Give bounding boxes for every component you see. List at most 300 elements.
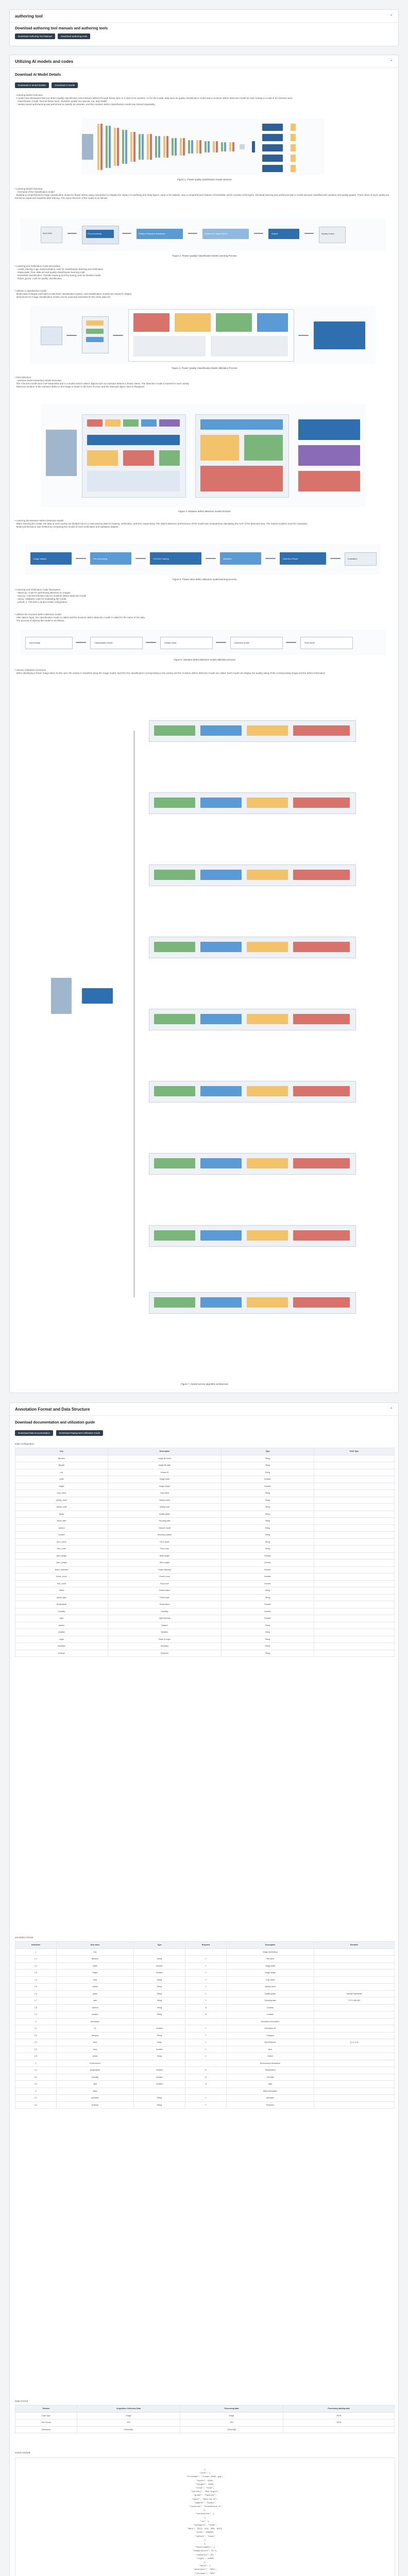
config-row	[15, 1629, 395, 1636]
download-manual-button[interactable]: Download Authoring Tool Manual	[15, 33, 55, 39]
table-cell: 2-3	[15, 2039, 57, 2046]
table-cell: Resolution	[15, 2426, 77, 2433]
actual-example-label: actual example	[15, 2451, 31, 2454]
table-cell: Number	[222, 1615, 314, 1622]
table-cell: Farm name	[108, 1538, 222, 1546]
format-row	[15, 2074, 395, 2081]
format-row	[15, 2039, 395, 2046]
table-cell: season	[15, 1622, 108, 1629]
table-cell: grade	[57, 1990, 134, 1997]
table-cell: defect	[57, 2053, 134, 2060]
table-cell: Quality grade	[227, 1990, 314, 1997]
config-row	[15, 1532, 395, 1539]
table-cell	[314, 1490, 395, 1497]
table-cell: Environment	[57, 2060, 134, 2067]
table-cell: grade	[15, 1511, 108, 1518]
figure-5-diagram	[25, 544, 381, 575]
table-cell: String	[222, 1455, 314, 1462]
table-cell: Image	[77, 2412, 180, 2419]
table-cell: 4	[15, 2088, 57, 2095]
data-format-label: Data Format	[15, 2400, 28, 2402]
table-cell: String	[222, 1594, 314, 1601]
table-cell: Number	[222, 1552, 314, 1560]
table-cell: String	[222, 1538, 314, 1546]
table-cell: N	[185, 2004, 227, 2011]
table-cell: String	[222, 1469, 314, 1476]
table-cell: shoot_date	[15, 1518, 108, 1525]
table-cell: Farm code	[108, 1546, 222, 1553]
chevron-up-icon[interactable]: ⌃	[389, 1406, 393, 1412]
table-cell	[314, 1608, 395, 1615]
table-cell	[314, 2053, 395, 2060]
figure-7-diagram	[30, 689, 376, 1380]
table-cell: Humidity	[227, 2074, 314, 2081]
table-cell: 2-4	[15, 2046, 57, 2053]
config-row	[15, 1622, 395, 1629]
table-header-cell: Type	[222, 1448, 314, 1455]
ai-models-subtitle: Download AI Model Details	[15, 73, 61, 77]
table-cell: Y	[185, 2102, 227, 2109]
diagram-detection-model-label: Detection model	[234, 641, 249, 644]
table-cell: width	[15, 1476, 108, 1483]
config-row	[15, 1546, 395, 1553]
table-cell: Number	[222, 1483, 314, 1490]
config-row	[15, 1511, 395, 1518]
table-cell: Y	[185, 1962, 227, 1970]
diagram-final-result-label: Final result	[304, 641, 315, 644]
table-cell	[314, 1594, 395, 1601]
learning-overview-text: • Learning Model Overview - Overview of the classification model Building a comprehensive image classification model for flower stems using convolution to mitigate the impact of overfitting and deep layers. Input in the dataset, was a comprehensive feature of ResNet50, which consists of 50 layers. Residual learning was performed with a model and was classified with varieties and quality grades. Three times of each variety are trained as equal and classified after training. The exact structure of the model is as follows.	[15, 188, 389, 199]
table-cell: 2-5	[15, 2053, 57, 2060]
format-row	[15, 2060, 395, 2067]
table-cell: Y	[185, 2025, 227, 2032]
table-cell	[314, 1476, 395, 1483]
download-guide-button[interactable]: Download Deployment Utilization Guide	[56, 1430, 103, 1436]
table-cell: Image	[180, 2412, 283, 2419]
format-row	[15, 2053, 395, 2060]
table-cell	[314, 1552, 395, 1560]
config-row	[15, 1601, 395, 1608]
format-row	[15, 1956, 395, 1963]
annotation-header[interactable]	[10, 1403, 398, 1416]
section-title: Utilizing AI models and codes	[15, 59, 74, 64]
table-cell: String	[134, 2032, 185, 2039]
data-format-table	[15, 2405, 395, 2433]
table-cell: Y	[185, 2032, 227, 2039]
table-cell: variety_code	[15, 1504, 108, 1511]
download-documentation-button[interactable]: Download Data Documentation	[15, 1430, 53, 1436]
table-cell: Flower diameter	[108, 1566, 222, 1573]
table-cell	[314, 1546, 395, 1553]
data-format-row	[15, 2419, 395, 2427]
ai-models-header[interactable]	[10, 55, 398, 68]
table-cell: String	[222, 1504, 314, 1511]
table-cell: Number	[134, 1962, 185, 1970]
table-cell: String	[222, 1524, 314, 1532]
config-row	[15, 1587, 395, 1595]
table-cell: Number	[134, 2025, 185, 2032]
table-cell: Unique ID	[108, 1469, 222, 1476]
table-cell: 1-8	[15, 2004, 57, 2011]
table-cell	[314, 1538, 395, 1546]
config-row	[15, 1573, 395, 1581]
table-cell	[314, 2081, 395, 2088]
figure-3-diagram	[30, 306, 376, 364]
table-cell: light	[15, 1615, 108, 1622]
format-row	[15, 2004, 395, 2011]
table-cell: humidity	[15, 1608, 108, 1615]
table-cell: Y	[185, 1970, 227, 1977]
table-cell: origin	[15, 1636, 108, 1643]
table-cell	[134, 2060, 185, 2067]
table-cell: Number	[222, 1573, 314, 1581]
table-cell	[314, 2011, 395, 2019]
table-cell: Variety name	[108, 1497, 222, 1504]
table-cell: 4-1	[15, 2095, 57, 2102]
table-cell: Annotation information	[227, 2018, 314, 2025]
table-cell: Y	[185, 2095, 227, 2102]
table-header-cell: Required	[185, 1942, 227, 1949]
config-row	[15, 1504, 395, 1511]
table-cell: String	[222, 1650, 314, 1657]
table-cell: 1-4	[15, 1976, 57, 1984]
table-cell: Category	[227, 2032, 314, 2039]
table-cell: String	[134, 1997, 185, 2005]
table-cell: Crop name	[227, 1976, 314, 1984]
table-cell	[314, 1518, 395, 1525]
table-cell: reviewer	[57, 2102, 134, 2109]
data-configuration-table	[15, 1448, 395, 1657]
config-row	[15, 1560, 395, 1567]
table-cell: date	[57, 1997, 134, 2005]
table-cell: Number	[134, 2074, 185, 2081]
table-cell: 1-9	[15, 2011, 57, 2019]
table-cell: JPG	[77, 2419, 180, 2427]
config-row	[15, 1580, 395, 1587]
format-row	[15, 2032, 395, 2039]
table-cell: Light	[227, 2081, 314, 2088]
diagram-output-label: Output	[271, 232, 278, 235]
table-cell: String	[222, 1490, 314, 1497]
table-cell: String	[222, 1587, 314, 1595]
service-scenario-text: • Service Utilization Scenarios When identifying a flower image taken by the user, the variety is classified using the image model, and then the classification corresponding to the variety and the moisture defect detection model are called. Each model can display the quality rating of the corresponding image and the defect information.	[15, 669, 326, 674]
format-row	[15, 2067, 395, 2074]
table-cell	[314, 1511, 395, 1518]
table-cell: JPG	[180, 2419, 283, 2427]
table-cell: Shooting date	[108, 1518, 222, 1525]
table-cell: Image file path	[108, 1462, 222, 1469]
format-row	[15, 2088, 395, 2095]
table-header-cell: Indication	[15, 1942, 57, 1949]
chevron-up-icon[interactable]: ⌃	[389, 59, 393, 64]
table-cell: File Format	[15, 2419, 77, 2427]
table-cell: JSON	[283, 2412, 395, 2419]
diagram-image-dataset-label: Image dataset	[33, 557, 47, 560]
config-row	[15, 1643, 395, 1650]
table-cell: Y	[185, 2039, 227, 2046]
table-cell: Y	[185, 2046, 227, 2053]
format-row	[15, 2025, 395, 2032]
table-cell: location	[57, 2011, 134, 2019]
table-cell	[314, 1587, 395, 1595]
table-cell: Image height	[108, 1483, 222, 1490]
table-cell: String	[134, 1976, 185, 1984]
table-header-cell: Remarks	[314, 1942, 395, 1949]
table-header-cell: Field Type	[314, 1448, 395, 1455]
data-format-row	[15, 2412, 395, 2419]
table-cell	[314, 1948, 395, 1956]
table-cell: Annotator	[227, 2095, 314, 2102]
format-row	[15, 2102, 395, 2109]
figure-2-caption: Figure 2. Flower Quality Classification Model Learning Process	[172, 255, 237, 257]
table-cell: flower_count	[15, 1573, 108, 1581]
table-cell: stem_weight	[15, 1560, 108, 1567]
table-cell: String	[222, 1497, 314, 1504]
table-cell: 1920x1080	[77, 2426, 180, 2433]
format-row	[15, 1990, 395, 1997]
annotation-subtitle: Download documentation and utilization guide	[15, 1421, 95, 1425]
table-cell: Weather	[108, 1629, 222, 1636]
table-cell: Meta information	[227, 2088, 314, 2095]
table-cell: Image width	[108, 1476, 222, 1483]
table-cell: crop_name	[15, 1490, 108, 1497]
table-cell: Y	[185, 1990, 227, 1997]
figure-7-caption: Figure 7. Hybrid service algorithm architecture	[180, 1383, 229, 1385]
table-cell: String	[134, 1990, 185, 1997]
annotation-format-table	[15, 1941, 395, 2109]
json-example-code: { "info": { "filename": "flower_0001.jpg", "width": 1920, "height": 1080, "crop": "rose", "variety": "Red Eagle", "grade": "Special", "date": "2021-09-15", "camera": "Canon", "location": "Greenhouse A" }, "annotation": [ { "id": 1, "category": "stem", "bbox": [512, 104, 380, 910], "area": 345800, "defect": "none" } ], "environment": { "temperature": 22.5, "humidity": 65, "light": 12000 }, "meta": { "annotator": "A01", "reviewer": "R01"	[186, 2469, 224, 2575]
table-cell: Number	[222, 1476, 314, 1483]
table-header-cell: Type	[134, 1942, 185, 1949]
config-row	[15, 1615, 395, 1622]
table-cell: height	[15, 1483, 108, 1490]
figure-6-diagram	[20, 630, 386, 655]
table-cell: temperature	[15, 1601, 108, 1608]
config-row	[15, 1594, 395, 1601]
diagram-detection-result-label: Detection Result	[283, 557, 298, 560]
config-row	[15, 1476, 395, 1483]
table-cell: height	[57, 1970, 134, 1977]
diagram-yolo-training-label: YOLOv5 Training	[153, 557, 169, 560]
table-cell: Y	[185, 1984, 227, 1991]
table-cell	[314, 1566, 395, 1573]
table-cell	[314, 1524, 395, 1532]
table-cell	[134, 2018, 185, 2025]
table-cell	[185, 1948, 227, 1956]
table-cell: Location	[227, 2011, 314, 2019]
table-cell: Shooting date	[227, 1997, 314, 2005]
table-cell	[314, 1573, 395, 1581]
table-cell: -	[283, 2426, 395, 2433]
table-cell: Camera	[227, 2004, 314, 2011]
table-cell: Number	[222, 1580, 314, 1587]
table-cell: String	[222, 1546, 314, 1553]
download-model-button[interactable]: Download AI Model	[52, 82, 78, 88]
table-cell: Annotation ID	[227, 2025, 314, 2032]
chevron-up-icon[interactable]: ⌃	[389, 13, 393, 19]
table-cell	[314, 1483, 395, 1490]
diagram-preprocess-label: Pre-processing	[88, 232, 101, 235]
figure-1-diagram	[82, 118, 324, 175]
table-cell	[314, 1455, 395, 1462]
table-cell: variety	[57, 1984, 134, 1991]
table-cell: String	[222, 1636, 314, 1643]
table-cell: Quality grade	[108, 1511, 222, 1518]
table-cell: width	[57, 1962, 134, 1970]
download-model-details-button[interactable]: Download AI Model Details	[15, 82, 49, 88]
table-cell: Number	[134, 2081, 185, 2088]
table-cell: Humidity	[108, 1608, 222, 1615]
table-cell: flower_diameter	[15, 1566, 108, 1573]
table-cell: N	[185, 2011, 227, 2019]
table-header-cell: Acquisition Collection Data	[77, 2405, 180, 2413]
diagram-classification-model-label: Classification model	[94, 641, 113, 644]
table-cell	[314, 1643, 395, 1650]
table-cell: filename	[15, 1455, 108, 1462]
diagram-preprocessing-label: Pre-processing	[93, 557, 107, 560]
download-tools-button[interactable]: Download authoring tools	[58, 33, 90, 39]
table-cell: uid	[15, 1469, 108, 1476]
diagram-grade-label: Quality Grade	[321, 232, 334, 235]
table-cell	[314, 2095, 395, 2102]
table-cell: Image file name	[108, 1455, 222, 1462]
table-cell	[185, 2088, 227, 2095]
config-row	[15, 1566, 395, 1573]
table-cell: Bud count	[108, 1580, 222, 1587]
table-cell	[314, 2067, 395, 2074]
table-cell	[314, 1560, 395, 1567]
diagram-resnet-label: ResNet-50 Variant Model	[205, 232, 228, 235]
format-row	[15, 1976, 395, 1984]
config-row	[15, 1469, 395, 1476]
table-cell	[185, 2060, 227, 2067]
table-cell: String	[222, 1622, 314, 1629]
table-cell: Number	[222, 1560, 314, 1567]
table-cell	[314, 1462, 395, 1469]
config-row	[15, 1518, 395, 1525]
table-cell: 2	[15, 2018, 57, 2025]
table-cell: Info	[57, 1948, 134, 1956]
table-cell: Data Type	[15, 2412, 77, 2419]
table-cell: Stem weight	[108, 1560, 222, 1567]
table-cell: defect	[15, 1587, 108, 1595]
table-cell: String	[134, 1984, 185, 1991]
figure-5-caption: Figure 5. Flower stem defect detection model learning process	[172, 578, 237, 581]
diagram-input-image-label: Input image	[29, 641, 40, 644]
table-cell	[314, 1650, 395, 1657]
table-cell: weather	[15, 1629, 108, 1636]
table-header-cell: Processing data	[180, 2405, 283, 2413]
table-cell: 1	[15, 1948, 57, 1956]
format-row	[15, 2095, 395, 2102]
table-cell: humidity	[57, 2074, 134, 2081]
detection-code-text: • Learning and Verification Code Description - detect.py: Code for performing detection on images - train.py: YOLOv5 training code for moisture defect detection model - val.py: Validation code for evaluating the model - yolov5_x: YOLOv5 x variant model configuration	[15, 588, 87, 603]
table-cell: String	[134, 2011, 185, 2019]
table-cell	[314, 1469, 395, 1476]
config-row	[15, 1455, 395, 1462]
table-cell: 3-1	[15, 2067, 57, 2074]
table-cell: String	[222, 1462, 314, 1469]
table-cell: camera	[15, 1524, 108, 1532]
table-cell: annotator	[15, 1643, 108, 1650]
table-cell: bud_count	[15, 1580, 108, 1587]
format-row	[15, 2081, 395, 2088]
classification-usage-text: • Utilizes a classification model Model data is largely used with a multi-level classification system, and classification models are trained in stages. Instructions for image classification results can be used and extracted for the entire data set.	[15, 290, 132, 298]
table-cell: String	[134, 2053, 185, 2060]
table-cell	[314, 2046, 395, 2053]
diagram-input-label: Input data	[43, 232, 52, 234]
table-cell	[314, 1636, 395, 1643]
figure-3-caption: Figure 3. Flower Quality Classification Model Utilization Process	[172, 367, 237, 369]
table-cell: Temperature	[108, 1601, 222, 1608]
table-cell: Variety code	[108, 1504, 222, 1511]
config-row	[15, 1538, 395, 1546]
table-cell: Image height	[227, 1970, 314, 1977]
table-cell: Flower count	[108, 1573, 222, 1581]
table-cell	[314, 1622, 395, 1629]
authoring-tool-header[interactable]	[10, 10, 398, 23]
diagram-validation-label: Validation	[223, 557, 232, 560]
annotation-format-label: annotation format	[15, 1936, 33, 1939]
table-cell: 1-2	[15, 1962, 57, 1970]
table-cell	[314, 2032, 395, 2039]
format-row	[15, 1962, 395, 1970]
table-cell: location	[15, 1532, 108, 1539]
table-cell: Season	[108, 1622, 222, 1629]
table-cell	[314, 1956, 395, 1963]
format-row	[15, 1948, 395, 1956]
figure-2-diagram	[20, 218, 386, 251]
json-example-box	[15, 2458, 395, 2576]
table-cell: Y	[185, 1976, 227, 1984]
table-cell: Environment information	[227, 2060, 314, 2067]
table-header-cell: Item name	[57, 1942, 134, 1949]
table-cell: Number	[222, 1566, 314, 1573]
code-description-text: • Learning and Verification Code Description - model_training: logic implementation code for classification learning and verification - DataLoader_flow: data set and quality classification learning code - ResNet50 classification: Transfer learning and fine tuning code for ResNet model - flower_grade: code for quality classification	[15, 265, 104, 280]
table-cell: Defect type	[108, 1594, 222, 1601]
table-header-cell: Key	[15, 1448, 108, 1455]
figure-4-diagram	[41, 404, 365, 507]
figure-6-caption: Figure 6. Moisture defect detection model utilization process	[174, 658, 235, 661]
table-cell: Number	[134, 1970, 185, 1977]
format-row	[15, 2011, 395, 2019]
table-cell	[314, 1629, 395, 1636]
table-cell	[314, 1601, 395, 1608]
table-cell: Array	[134, 2039, 185, 2046]
table-cell: filename	[57, 1956, 134, 1963]
table-cell	[314, 2102, 395, 2109]
table-cell: Annotation	[57, 2018, 134, 2025]
table-cell: bbox	[57, 2039, 134, 2046]
config-row	[15, 1490, 395, 1497]
table-cell	[314, 1532, 395, 1539]
table-cell	[314, 2060, 395, 2067]
config-row	[15, 1608, 395, 1615]
table-cell: String	[134, 1956, 185, 1963]
table-cell: String	[134, 2004, 185, 2011]
table-cell: Stem length	[108, 1552, 222, 1560]
table-cell: camera	[57, 2004, 134, 2011]
table-cell: Image information	[227, 1948, 314, 1956]
model-overview-text: - Learning Model Overview A model was developed that can detect quality classification and moisture defects through flower stem in a total of 53 varieties. As for the model, data such as quality classification model and a moisture defect detection model for each variety in a total of 53 varieties were. - Classification model: Normal flower stem, classifies quality into special, top, and middle. - Variety-based split learning was performed to classify 53 varieties, and the moisture defect classification model was trained separately.	[15, 94, 294, 106]
table-cell: File name	[227, 1956, 314, 1963]
table-cell: area	[57, 2046, 134, 2053]
table-cell: String	[222, 1643, 314, 1650]
table-cell	[134, 1948, 185, 1956]
diagram-variety-result-label: Variety result	[164, 641, 177, 644]
table-cell: 1-5	[15, 1984, 57, 1991]
table-cell	[314, 1976, 395, 1984]
